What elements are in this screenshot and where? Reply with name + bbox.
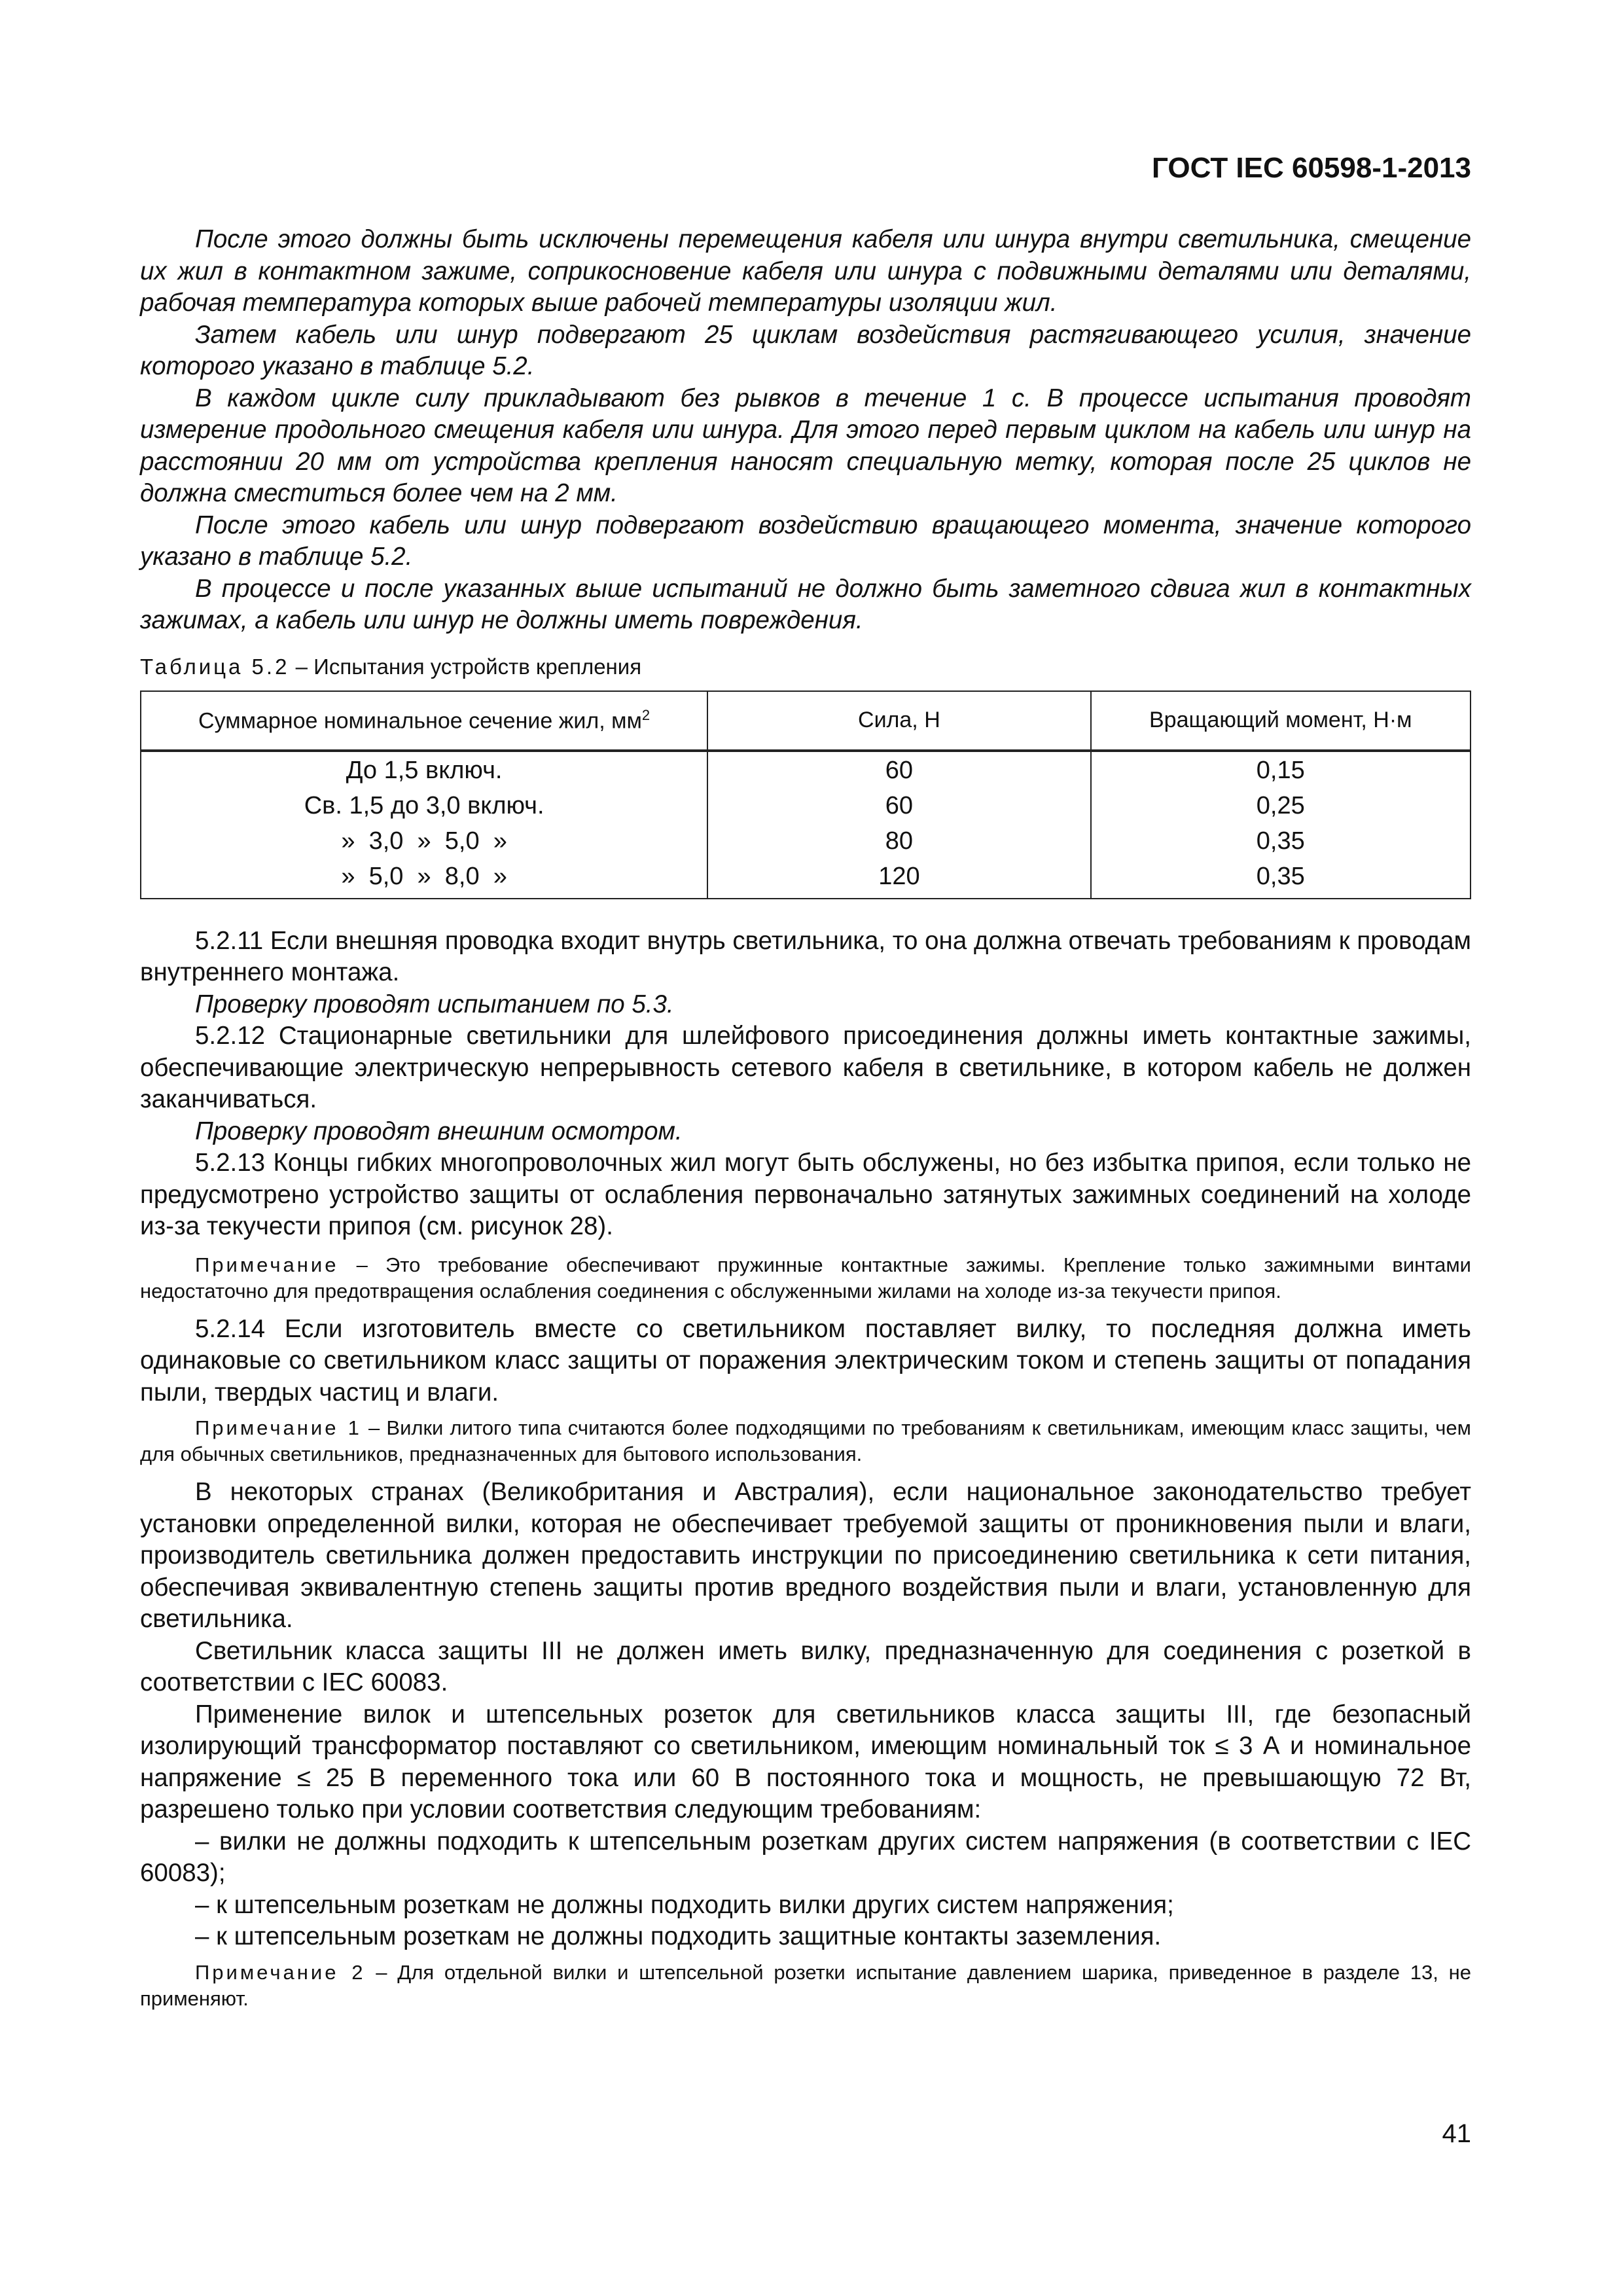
paragraph-countries: В некоторых странах (Великобритания и Австралия), если национальное законодательство требует установки определенной вилки, которая не обеспечивает требуемой защиты от проникновения пыли и влаги, производитель светильника должен предоставить инструкции по присоединению светильника к сети питания, обеспечивая эквивалентную степень защиты против вредного воздействия пыли и влаги, установленную для светильника. bbox=[140, 1478, 1471, 1633]
page-number: 41 bbox=[1442, 2119, 1471, 2148]
paragraph: В процессе и после указанных выше испытаний не должно быть заметного сдвига жил в контактных зажимах, а кабель или шнур не должны иметь повреждения. bbox=[140, 574, 1471, 634]
note bbox=[140, 1252, 1471, 1304]
note-text: – Для отдельной вилки и штепсельной розетки испытание давлением шарика, приведенное в разделе 13, не применяют. bbox=[140, 1960, 1471, 2010]
table-cell: До 1,5 включ. bbox=[141, 751, 707, 787]
table-row bbox=[141, 751, 1471, 787]
table-header-row bbox=[141, 691, 1471, 751]
paragraph: После этого кабель или шнур подвергают воздействию вращающего момента, значение которого указано в таблице 5.2. bbox=[140, 511, 1471, 571]
table-header-cell bbox=[141, 691, 707, 751]
table-caption bbox=[140, 653, 1471, 681]
note-text: – Вилки литого типа считаются более подходящими по требованиям к светильникам, имеющим класс защиты, чем для обычных светильников, предназначенных для бытового использования. bbox=[140, 1416, 1471, 1465]
table-header-cell: Вращающий момент, Н·м bbox=[1091, 691, 1471, 751]
note-text: – Это требование обеспечивают пружинные контактные зажимы. Крепление только зажимными винтами недостаточно для предотвращения ослабления соединения с обслуженными жилами на холоде из-за текучести припоя. bbox=[140, 1253, 1471, 1302]
list-item: – к штепсельным розеткам не должны подходить вилки других систем напряжения; bbox=[195, 1890, 1174, 1919]
table-cell: Св. 1,5 до 3,0 включ. bbox=[141, 787, 707, 823]
table-cell: 0,15 bbox=[1091, 751, 1471, 787]
table-cell: 120 bbox=[707, 858, 1090, 899]
note-1 bbox=[140, 1415, 1471, 1467]
table-cell: 60 bbox=[707, 787, 1090, 823]
table-row bbox=[141, 823, 1471, 858]
table-caption-label: Таблица 5.2 bbox=[140, 654, 290, 679]
table-row bbox=[141, 858, 1471, 899]
table-cell: » 3,0 » 5,0 » bbox=[141, 823, 707, 858]
paragraph: После этого должны быть исключены перемещения кабеля или шнура внутри светильника, смещение их жил в контактном зажиме, соприкосновение кабеля или шнура с подвижными деталями или деталями, рабочая температура которых выше рабочей температуры изоляции жил. bbox=[140, 225, 1471, 317]
clause-5-2-14: 5.2.14 Если изготовитель вместе со светильником поставляет вилку, то последняя должна иметь одинаковые со светильником класс защиты от поражения электрическим током и степень защиты от попадания пыли, твердых частиц и влаги. bbox=[140, 1314, 1471, 1407]
table-header-cell: Сила, Н bbox=[707, 691, 1090, 751]
document-id-header: ГОСТ IEC 60598-1-2013 bbox=[1152, 152, 1471, 184]
note-label: Примечание bbox=[195, 1253, 339, 1276]
clause-check: Проверку проводят испытанием по 5.3. bbox=[195, 990, 674, 1018]
table-row bbox=[141, 787, 1471, 823]
header-superscript: 2 bbox=[641, 706, 651, 723]
note-label: Примечание 1 bbox=[195, 1416, 362, 1439]
table-cell: 60 bbox=[707, 751, 1090, 787]
paragraph-class3: Светильник класса защиты III не должен иметь вилку, предназначенную для соединения с розеткой в соответствии с IEC 60083. bbox=[140, 1636, 1471, 1696]
table-cell: 0,25 bbox=[1091, 787, 1471, 823]
data-table bbox=[140, 691, 1471, 899]
document-body bbox=[140, 224, 1471, 2016]
table-cell: 0,35 bbox=[1091, 823, 1471, 858]
list-item: – к штепсельным розеткам не должны подходить защитные контакты заземления. bbox=[195, 1922, 1162, 1950]
table-caption-text: – Испытания устройств крепления bbox=[289, 654, 642, 679]
clause-5-2-12: 5.2.12 Стационарные светильники для шлейфового присоединения должны иметь контактные зажимы, обеспечивающие электрическую непрерывность сетевого кабеля в светильнике, в котором кабель не должен заканчиваться. bbox=[140, 1022, 1471, 1113]
clause-5-2-13: 5.2.13 Концы гибких многопроволочных жил могут быть обслужены, но без избытка припоя, если только не предусмотрено устройство защиты от ослабления первоначально затянутых зажимных соединений на холоде из-за текучести припоя (см. рисунок 28). bbox=[140, 1149, 1471, 1240]
paragraph-use: Применение вилок и штепсельных розеток для светильников класса защиты III, где безопасный изолирующий трансформатор поставляют со светильником, имеющим номинальный ток ≤ 3 А и номинальное напряжение ≤ 25 В переменного тока или 60 В постоянного тока и мощность, не превышающую 72 Вт, разрешено только при условии соответствия следующим требованиям: bbox=[140, 1700, 1471, 1823]
table-cell: 80 bbox=[707, 823, 1090, 858]
note-label: Примечание 2 bbox=[195, 1960, 366, 1984]
header-text: Суммарное номинальное сечение жил, мм bbox=[198, 708, 642, 734]
table-cell: 0,35 bbox=[1091, 858, 1471, 899]
table-cell: » 5,0 » 8,0 » bbox=[141, 858, 707, 899]
paragraph: Затем кабель или шнур подвергают 25 циклам воздействия растягивающего усилия, значение которого указано в таблице 5.2. bbox=[140, 320, 1471, 380]
note-2 bbox=[140, 1960, 1471, 2012]
clause-check: Проверку проводят внешним осмотром. bbox=[195, 1117, 683, 1145]
list-item: – вилки не должны подходить к штепсельным розеткам других систем напряжения (в соответствии с IEC 60083); bbox=[140, 1827, 1471, 1887]
clause-5-2-11: 5.2.11 Если внешняя проводка входит внутрь светильника, то она должна отвечать требованиям к проводам внутреннего монтажа. bbox=[140, 926, 1471, 986]
paragraph: В каждом цикле силу прикладывают без рывков в течение 1 с. В процессе испытания проводят измерение продольного смещения кабеля или шнура. Для этого перед первым циклом на кабель или шнур на расстоянии 20 мм от устройства крепления наносят специальную метку, которая после 25 циклов не должна сместиться более чем на 2 мм. bbox=[140, 384, 1471, 507]
